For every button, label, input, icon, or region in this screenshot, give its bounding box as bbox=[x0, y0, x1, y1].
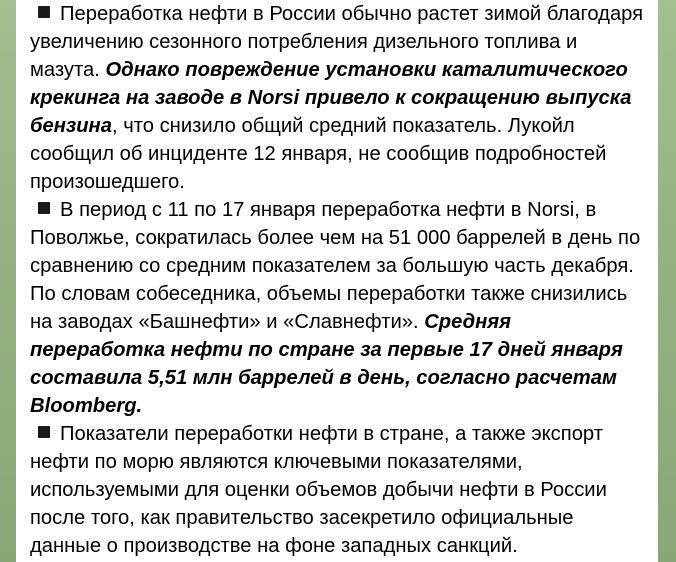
black-square-bullet-icon bbox=[38, 426, 50, 438]
paragraph-1-text-tail: , что снизило общий средний показатель. Лукойл сообщил об инциденте 12 января, не сообщив подробностей произошедшего. bbox=[30, 115, 607, 193]
chat-background-right bbox=[658, 0, 676, 562]
black-square-bullet-icon bbox=[38, 6, 50, 18]
chat-background-left bbox=[0, 0, 16, 562]
message-bubble bbox=[16, 0, 658, 562]
message-paragraph-3 bbox=[30, 420, 644, 560]
paragraph-3-text: Показатели переработки нефти в стране, а также экспорт нефти по морю являются ключевыми показателями, используемыми для оценки объемов добычи нефти в России после того, как правительство засекретило официальные данные о производстве на фоне западных санкций. bbox=[30, 423, 607, 557]
paragraph-2-emphasis: Средняя переработка нефти по стране за первые 17 дней января составила 5,51 млн баррелей в день, согласно расчетам Bloomberg. bbox=[30, 311, 623, 417]
paragraph-1-text: Переработка нефти в России обычно растет зимой благодаря увеличению сезонного потребления дизельного топлива и мазута. bbox=[30, 3, 644, 81]
paragraph-2-text: В период с 11 по 17 января переработка нефти в Norsi, в Поволжье, сократилась более чем на 51 000 баррелей в день по сравнению со средним показателем за большую часть декабря. По словам собеседника, объемы переработки также снизились на заводах «Башнефти» и «Славнефти». bbox=[30, 199, 641, 333]
black-square-bullet-icon bbox=[38, 202, 50, 214]
message-paragraph-2 bbox=[30, 196, 644, 420]
message-paragraph-1 bbox=[30, 0, 644, 196]
paragraph-1-emphasis: Однако повреждение установки каталитического крекинга на заводе в Norsi привело к сокращению выпуска бензина bbox=[30, 59, 632, 137]
